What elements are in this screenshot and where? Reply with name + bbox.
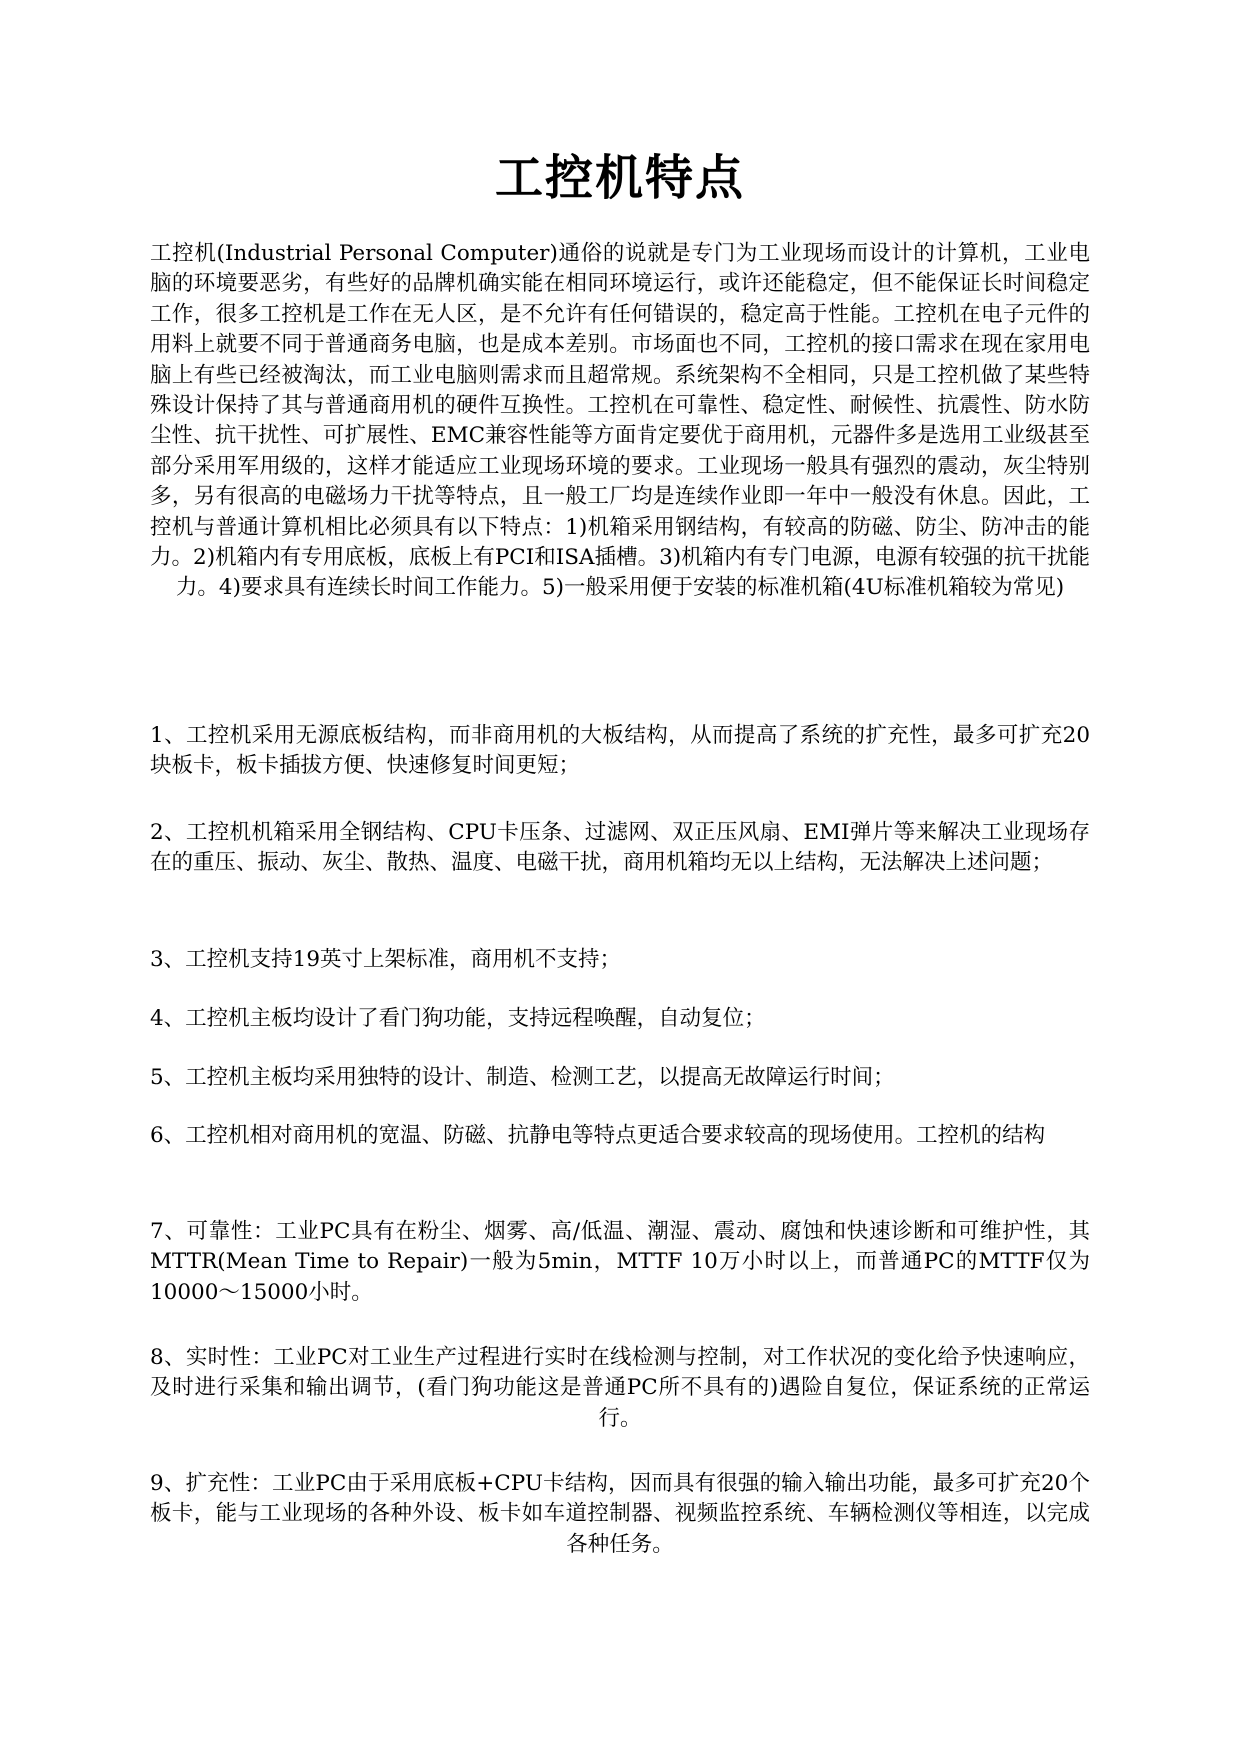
list-item-6: 6、工控机相对商用机的宽温、防磁、抗静电等特点更适合要求较高的现场使用。工控机的结构 — [150, 1123, 1046, 1148]
list-item-7: 7、可靠性：工业PC具有在粉尘、烟雾、高/低温、潮湿、震动、腐蚀和快速诊断和可维护性，其MTTR(Mean Time to Repair)一般为5min，MTTF 10万小时以上，而普通PC的MTTF仅为10000～15000小时。 — [150, 1219, 1090, 1305]
page-title: 工控机特点 — [494, 150, 745, 206]
list-item-3: 3、工控机支持19英寸上架标准，商用机不支持； — [150, 947, 622, 972]
list-item-9: 9、扩充性：工业PC由于采用底板+CPU卡结构，因而具有很强的输入输出功能，最多可扩充20个板卡，能与工业现场的各种外设、板卡如车道控制器、视频监控系统、车辆检测仪等相连，以完成各种任务。 — [150, 1471, 1090, 1557]
document-page — [150, 0, 1090, 1754]
list-item-2: 2、工控机机箱采用全钢结构、CPU卡压条、过滤网、双正压风扇、EMI弹片等来解决工业现场存在的重压、振动、灰尘、散热、温度、电磁干扰，商用机箱均无以上结构，无法解决上述问题； — [150, 820, 1090, 876]
list-item-8: 8、实时性：工业PC对工业生产过程进行实时在线检测与控制，对工作状况的变化给予快速响应，及时进行采集和输出调节，(看门狗功能这是普通PC所不具有的)遇险自复位，保证系统的正常运行。 — [150, 1345, 1090, 1431]
list-item-4: 4、工控机主板均设计了看门狗功能，支持远程唤醒，自动复位； — [150, 1006, 766, 1031]
list-item-1: 1、工控机采用无源底板结构，而非商用机的大板结构，从而提高了系统的扩充性，最多可扩充20块板卡，板卡插拔方便、快速修复时间更短； — [150, 723, 1090, 779]
intro-paragraph: 工控机(Industrial Personal Computer)通俗的说就是专门为工业现场而设计的计算机，工业电脑的环境要恶劣，有些好的品牌机确实能在相同环境运行，或许还能稳定，但不能保证长时间稳定工作，很多工控机是工作在无人区，是不允许有任何错误的，稳定高于性能。工控机在电子元件的用料上就要不同于普通商务电脑，也是成本差别。市场面也不同，工控机的接口需求在现在家用电脑上有些已经被淘汰，而工业电脑则需求而且超常规。系统架构不全相同，只是工控机做了某些特殊设计保持了其与普通商用机的硬件互换性。工控机在可靠性、稳定性、耐候性、抗震性、防水防尘性、抗干扰性、可扩展性、EMC兼容性能等方面肯定要优于商用机，元器件多是选用工业级甚至部分采用军用级的，这样才能适应工业现场环境的要求。工业现场一般具有强烈的震动，灰尘特别多，另有很高的电磁场力干扰等特点，且一般工厂均是连续作业即一年中一般没有休息。因此，工控机与普通计算机相比必须具有以下特点：1)机箱采用钢结构，有较高的防磁、防尘、防冲击的能力。2)机箱内有专用底板，底板上有PCI和ISA插槽。3)机箱内有专门电源，电源有较强的抗干扰能力。4)要求具有连续长时间工作能力。5)一般采用便于安装的标准机箱(4U标准机箱较为常见) — [150, 241, 1090, 601]
list-item-5: 5、工控机主板均采用独特的设计、制造、检测工艺，以提高无故障运行时间； — [150, 1065, 895, 1090]
